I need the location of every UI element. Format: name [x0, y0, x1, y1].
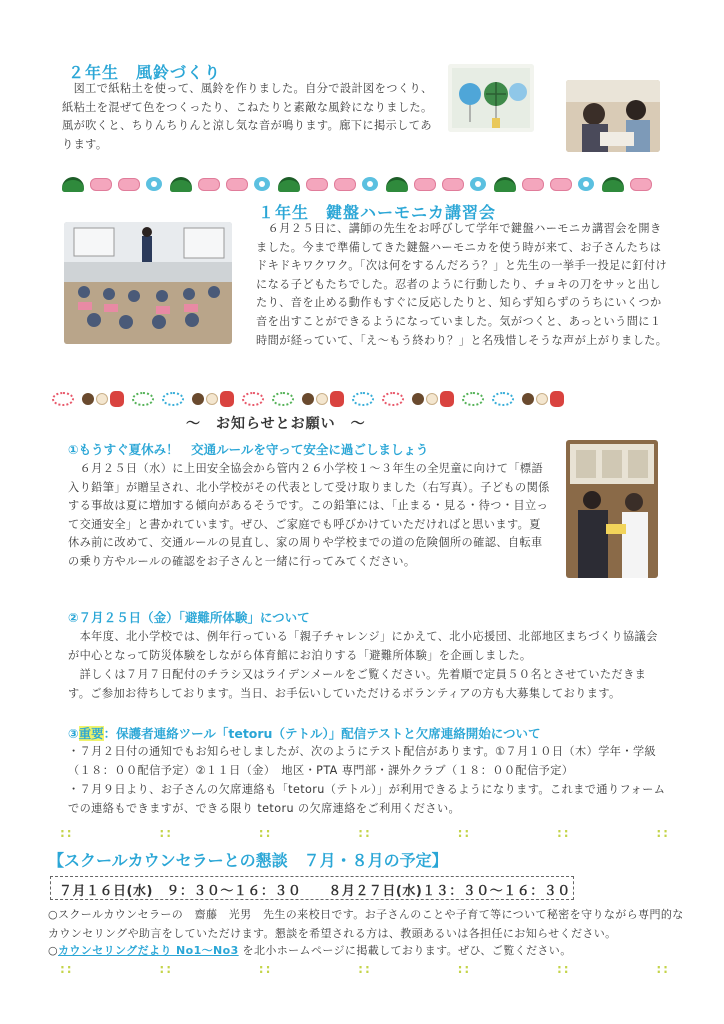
dot-ornament: ::	[556, 826, 571, 840]
counselor-line2-bullet: ○	[48, 944, 58, 957]
dot-ornament: ::	[60, 962, 74, 976]
pink-sweet-icon	[630, 178, 652, 191]
notice1-title: ①もうすぐ夏休み！ 交通ルールを守って安全に過ごしましょう	[68, 442, 429, 457]
firework-icon	[132, 392, 154, 406]
dango-icon	[412, 393, 424, 405]
notice1-body: ６月２５日（水）に上田安全協会から管内２６小学校１～３年生の全児童に向けて「標語入り鉛筆」が贈呈され、北小学校がその代表として受け取りました（右写真）。子どもの関係する事故は夏に増加する傾向があるそうです。この鉛筆には、「止まる・見る・待つ・目立って交通安全」と書かれています。ぜひ、ご家庭でも呼びかけていただければと思います。夏休み前に改めて、交通ルールの見直し、家の周りや学校までの道の危険個所の確認、自転車の乗り方やルールの確認をお子さんと一緒に行ってみてください。	[68, 462, 550, 568]
firework-icon	[242, 392, 264, 406]
counselor-schedule-text: ７月１６日(水) ９：３０～１６：３０ ８月２７日(水)１３：３０～１６：３０	[59, 884, 571, 899]
wind-chime-photo	[448, 64, 534, 132]
pink-sweet-icon	[226, 178, 248, 191]
pink-sweet-icon	[550, 178, 572, 191]
watermelon-icon	[494, 177, 516, 192]
notice2-body1: 本年度、北小学校では、例年行っている「親子チャレンジ」にかえて、北小応援団、北部地区まちづくり協議会が中心となって防災体験をしながら体育館にお泊りする「避難所体験」を企画しました。	[68, 630, 658, 662]
students-illustration	[566, 80, 660, 152]
lantern-icon	[550, 391, 564, 407]
dot-ornament: ::	[457, 826, 472, 840]
dotted-divider-top	[60, 826, 670, 840]
wind-chime-illustration	[448, 64, 534, 132]
dot-ornament: ::	[556, 962, 571, 976]
classroom-illustration	[64, 222, 232, 344]
counseling-newsletter-link[interactable]: カウンセリングだより No1～No3	[58, 944, 239, 957]
counselor-schedule-box	[50, 876, 574, 900]
pencil-presentation-photo	[566, 440, 658, 578]
watermelon-icon	[386, 177, 408, 192]
section2-body: ６月２５日に、講師の先生をお呼びして学年で鍵盤ハーモニカ講習会を開きました。今まで準備してきた鍵盤ハーモニカを使う時が来て、お子さんたちはドキドキワクワク。「次は何をするんだろう？」と先生の一挙手一投足に釘付けになる子どもたちでした。忍者のように行動したり、チョキの刀をサッと出したり、音を止める動作もすぐに反応したりと、知らず知らずのうちにいくつか音を出すことができるようになっていました。気がつくと、あっという間に１時間が経っていて、「え～もう終わり？」と名残惜しそうな声が上がりました。	[256, 222, 668, 347]
notice3-title-text: ：保護者連絡ツール「tetoru（テトル）」配信テストと欠席連絡開始について	[103, 726, 541, 741]
dot-ornament: ::	[358, 826, 372, 840]
decorative-border-festival	[52, 389, 664, 409]
dotted-divider-bottom	[60, 962, 670, 976]
dango-icon	[192, 393, 204, 405]
pink-sweet-icon	[522, 178, 544, 191]
notice3-title	[68, 724, 540, 742]
dot-ornament: ::	[159, 962, 173, 976]
dot-ornament: ::	[656, 962, 670, 976]
notice2-body2: 詳しくは７月７日配付のチラシ又はライデンメールをご覧ください。先着順で定員５０名とさせていただきます。ご参加お待ちしております。当日、お手伝いしていただけるボランティアの方も大募集しております。	[68, 668, 647, 700]
firework-icon	[162, 392, 184, 406]
dango-icon	[302, 393, 314, 405]
counselor-line2	[48, 942, 688, 961]
lantern-icon	[330, 391, 344, 407]
lantern-icon	[440, 391, 454, 407]
ice-flag-icon	[254, 177, 270, 191]
pink-sweet-icon	[414, 178, 436, 191]
watermelon-icon	[602, 177, 624, 192]
pink-sweet-icon	[90, 178, 112, 191]
dot-ornament: ::	[60, 826, 74, 840]
counselor-line2-text: を北小ホームページに掲載しております。ぜひ、ご覧ください。	[238, 944, 572, 957]
firework-icon	[462, 392, 484, 406]
section2-title: １年生 鍵盤ハーモニカ講習会	[258, 203, 497, 222]
dot-ornament: ::	[656, 826, 670, 840]
presentation-illustration	[566, 440, 658, 578]
dango-icon	[206, 393, 218, 405]
firework-icon	[52, 392, 74, 406]
notice3-number: ③	[68, 726, 79, 741]
firework-icon	[352, 392, 374, 406]
watermelon-icon	[62, 177, 84, 192]
watermelon-icon	[170, 177, 192, 192]
pink-sweet-icon	[442, 178, 464, 191]
dot-ornament: ::	[457, 962, 472, 976]
counselor-title: 【スクールカウンセラーとの懇談 ７月・８月の予定】	[48, 851, 448, 870]
firework-icon	[382, 392, 404, 406]
dot-ornament: ::	[258, 826, 273, 840]
lantern-icon	[220, 391, 234, 407]
dango-icon	[522, 393, 534, 405]
dot-ornament: ::	[358, 962, 372, 976]
ice-flag-icon	[146, 177, 162, 191]
section1-body: 図工で紙粘土を使って、風鈴を作りました。自分で設計図をつくり、紙粘土を混ぜて色をつくったり、こねたりと素敵な風鈴になりました。風が吹くと、ちりんちりんと涼し気な音が鳴ります。廊下に掲示してあります。	[62, 82, 433, 151]
dango-icon	[316, 393, 328, 405]
notice2-title: ②７月２５日（金）「避難所体験」について	[68, 610, 310, 625]
counselor-line1: ○スクールカウンセラーの 齋藤 光男 先生の来校日です。お子さんのことや子育て等について秘密を守りながら専門的なカウンセリングや助言をしていただけます。懇談を希望される方は、教頭あるいは各担任にお知らせください。	[48, 908, 684, 940]
students-working-photo	[566, 80, 660, 152]
dango-icon	[82, 393, 94, 405]
harmonica-class-photo	[64, 222, 232, 344]
dango-icon	[426, 393, 438, 405]
important-highlight: 重要	[78, 726, 104, 741]
pink-sweet-icon	[118, 178, 140, 191]
pink-sweet-icon	[334, 178, 356, 191]
decorative-border-summer	[62, 174, 662, 194]
pink-sweet-icon	[198, 178, 220, 191]
section1-title: ２年生 風鈴づくり	[68, 63, 222, 82]
dango-icon	[96, 393, 108, 405]
dango-icon	[536, 393, 548, 405]
notices-heading: ～ お知らせとお願い ～	[186, 416, 366, 432]
notice3-bullet1: ・７月２日付の通知でもお知らせしましたが、次のようにテスト配信があります。①７月１０日（木）学年・学級（１８：００配信予定）②１１日（金） 地区・PTA 専門部・課外クラブ（１８：００配信予定）	[68, 745, 657, 777]
dot-ornament: ::	[159, 826, 173, 840]
ice-flag-icon	[362, 177, 378, 191]
firework-icon	[272, 392, 294, 406]
lantern-icon	[110, 391, 124, 407]
notice3-bullet2: ・７月９日より、お子さんの欠席連絡も「tetoru（テトル）」が利用できるようになります。これまで通りフォームでの連絡もできますが、できる限り tetoru の欠席連絡をご利用ください。	[68, 783, 666, 815]
pink-sweet-icon	[306, 178, 328, 191]
watermelon-icon	[278, 177, 300, 192]
firework-icon	[492, 392, 514, 406]
ice-flag-icon	[470, 177, 486, 191]
ice-flag-icon	[578, 177, 594, 191]
dot-ornament: ::	[258, 962, 273, 976]
